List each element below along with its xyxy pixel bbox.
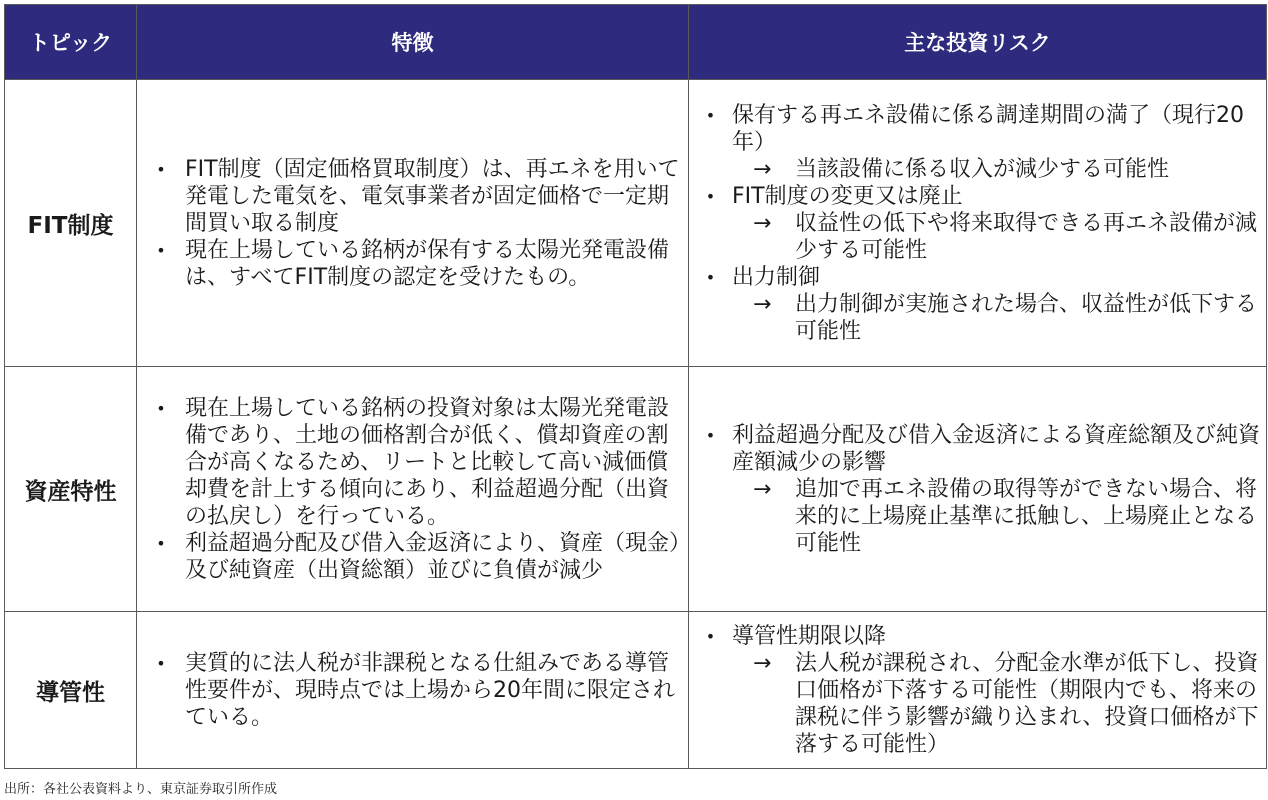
bullet-icon: • bbox=[705, 105, 716, 125]
risk-text: 利益超過分配及び借入金返済による資産総額及び純資産額減少の影響 bbox=[732, 422, 1261, 475]
risk-text: FIT制度の変更又は廃止 bbox=[732, 183, 963, 209]
feature-text: FIT制度（固定価格買取制度）は、再エネを用いて発電した電気を、電気事業者が固定価格で一定期間買い取る制度 bbox=[185, 156, 680, 236]
bullet-icon: • bbox=[705, 267, 716, 287]
bullet-icon: • bbox=[705, 626, 716, 646]
table-row bbox=[5, 612, 1267, 769]
risk-item bbox=[689, 183, 1266, 210]
risk-item bbox=[689, 102, 1266, 156]
header-risks: 主な投資リスク bbox=[689, 5, 1267, 80]
risks-cell bbox=[689, 612, 1267, 769]
feature-item bbox=[137, 395, 688, 530]
feature-text: 現在上場している銘柄の投資対象は太陽光発電設備であり、土地の価格割合が低く、償却資産の割合が高くなるため、リートと比較して高い減価償却費を計上する傾向にあり、利益超過分配（出資の払戻し）を行っている。 bbox=[185, 395, 670, 529]
bullet-icon: • bbox=[156, 159, 166, 179]
header-features: 特徴 bbox=[137, 5, 689, 80]
feature-item bbox=[137, 237, 688, 291]
risks-cell bbox=[689, 367, 1267, 612]
bullet-icon: • bbox=[156, 653, 166, 673]
arrow-right-icon: → bbox=[753, 156, 772, 182]
table-row bbox=[5, 80, 1267, 367]
features-cell bbox=[137, 612, 689, 769]
arrow-right-icon: → bbox=[753, 650, 772, 676]
header-row bbox=[5, 5, 1267, 80]
consequence-text: 出力制御が実施された場合、収益性が低下する可能性 bbox=[795, 291, 1258, 344]
bullet-icon: • bbox=[705, 186, 716, 206]
bullet-icon: • bbox=[156, 240, 166, 260]
risk-item bbox=[689, 623, 1266, 650]
topic-cell: 導管性 bbox=[5, 612, 137, 769]
risks-cell bbox=[689, 80, 1267, 367]
bullet-icon: • bbox=[705, 425, 716, 445]
consequence-text: 当該設備に係る収入が減少する可能性 bbox=[795, 156, 1170, 182]
risk-item bbox=[689, 422, 1266, 476]
arrow-right-icon: → bbox=[753, 291, 772, 317]
table-row bbox=[5, 367, 1267, 612]
topic-cell: FIT制度 bbox=[5, 80, 137, 367]
feature-text: 現在上場している銘柄が保有する太陽光発電設備は、すべてFIT制度の認定を受けたもの。 bbox=[185, 237, 670, 290]
feature-text: 実質的に法人税が非課税となる仕組みである導管性要件が、現時点では上場から20年間に限定されている。 bbox=[185, 650, 675, 730]
header-topic: トピック bbox=[5, 5, 137, 80]
feature-text: 利益超過分配及び借入金返済により、資産（現金）及び純資産（出資総額）並びに負債が減少 bbox=[185, 530, 681, 583]
consequence-text: 追加で再エネ設備の取得等ができない場合、将来的に上場廃止基準に抵触し、上場廃止となる可能性 bbox=[795, 476, 1258, 556]
bullet-icon: • bbox=[156, 533, 166, 553]
topic-cell: 資産特性 bbox=[5, 367, 137, 612]
features-cell bbox=[137, 80, 689, 367]
feature-item bbox=[137, 650, 688, 731]
risk-consequence bbox=[689, 156, 1266, 183]
features-cell bbox=[137, 367, 689, 612]
source-note: 出所：各社公表資料より、東京証券取引所作成 bbox=[4, 782, 278, 797]
consequence-text: 法人税が課税され、分配金水準が低下し、投資口価格が下落する可能性（期限内でも、将来の課税に伴う影響が織り込まれ、投資口価格が下落する可能性） bbox=[795, 650, 1259, 757]
arrow-right-icon: → bbox=[753, 476, 772, 502]
feature-item bbox=[137, 156, 688, 237]
risk-consequence bbox=[689, 650, 1266, 758]
risk-consequence bbox=[689, 291, 1266, 345]
risk-text: 出力制御 bbox=[732, 264, 821, 290]
risk-text: 導管性期限以降 bbox=[732, 623, 887, 649]
feature-item bbox=[137, 530, 688, 584]
risk-consequence bbox=[689, 210, 1266, 264]
consequence-text: 収益性の低下や将来取得できる再エネ設備が減少する可能性 bbox=[795, 210, 1258, 263]
risk-consequence bbox=[689, 476, 1266, 557]
risk-item bbox=[689, 264, 1266, 291]
arrow-right-icon: → bbox=[753, 210, 772, 236]
bullet-icon: • bbox=[156, 398, 166, 418]
risk-text: 保有する再エネ設備に係る調達期間の満了（現行20年） bbox=[732, 102, 1244, 155]
risk-table bbox=[4, 4, 1267, 769]
